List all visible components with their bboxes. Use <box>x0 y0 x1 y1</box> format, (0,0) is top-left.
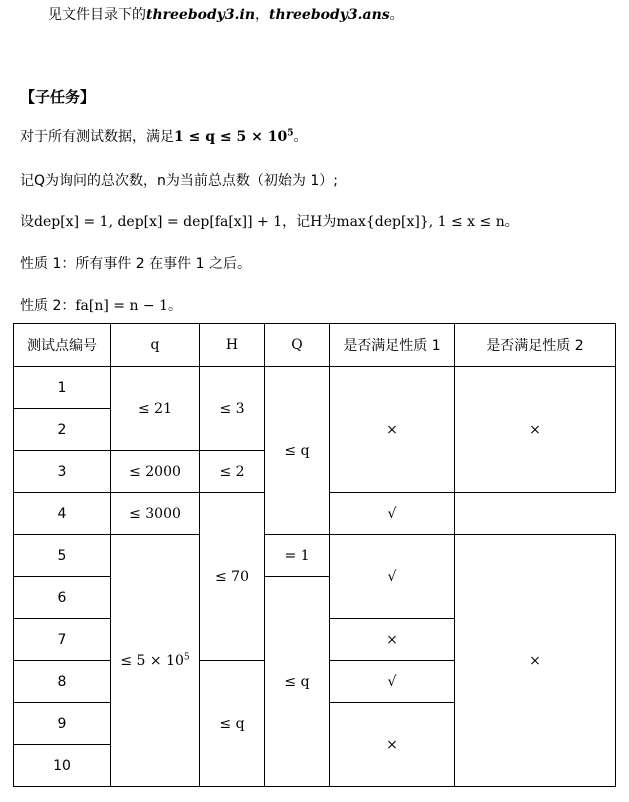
definition-dep-line <box>20 211 519 231</box>
input-file-name: threebody3.in <box>146 7 255 23</box>
file-reference-suffix: 。 <box>389 7 404 23</box>
file-separator: ， <box>255 7 269 23</box>
constraints-formula: 1 ≤ q ≤ 5 × 10 <box>174 129 288 145</box>
h-cell: ≤ 2 <box>200 451 265 493</box>
definition-dep-d: 。 <box>504 214 519 230</box>
definition-dep-a: 设 <box>20 214 34 230</box>
test-id-cell: 10 <box>14 745 111 787</box>
property-2-line <box>20 295 182 315</box>
q-cell: ≤ 21 <box>111 367 200 451</box>
property-2-formula: fa[n] = n − 1 <box>75 298 169 314</box>
constraints-prefix: 对于所有测试数据，满足 <box>20 129 174 145</box>
file-reference-line <box>48 4 404 24</box>
property-1-cell: × <box>330 619 455 661</box>
test-id-cell: 4 <box>14 493 111 535</box>
definition-dep-b: ，记 <box>282 214 311 230</box>
q-cell <box>111 535 200 787</box>
big-q-cell: ≤ q <box>265 367 330 535</box>
definition-q-b: 为询问的总次数， <box>45 173 158 189</box>
property-1-line: 性质 1：所有事件 2 在事件 1 之后。 <box>20 256 251 272</box>
definition-q-a: 记 <box>20 173 34 189</box>
property-2-prefix: 性质 2： <box>20 298 76 314</box>
h-symbol: H <box>310 214 323 230</box>
h-cell: ≤ q <box>200 661 265 787</box>
test-id-cell: 5 <box>14 535 111 577</box>
definition-q-c: 为当前总点数（初始为 1）; <box>165 173 338 189</box>
table-row <box>14 367 616 409</box>
property-2-cell: × <box>455 535 616 787</box>
header-h: H <box>200 324 265 367</box>
header-test-id: 测试点编号 <box>14 324 111 367</box>
q-cell: ≤ 2000 <box>111 451 200 493</box>
q-large-base: ≤ 5 × 10 <box>120 652 184 669</box>
q-large-exponent: 5 <box>183 651 190 662</box>
test-id-cell: 6 <box>14 577 111 619</box>
subtask-table <box>13 323 616 787</box>
table-header-row <box>14 324 616 367</box>
definition-dep-c: 为 <box>322 214 337 230</box>
header-q: q <box>111 324 200 367</box>
test-id-cell: 8 <box>14 661 111 703</box>
h-cell: ≤ 70 <box>200 493 265 661</box>
property-1-cell: √ <box>330 535 455 619</box>
answer-file-name: threebody3.ans <box>269 7 390 23</box>
property-2-cell: × <box>455 367 616 493</box>
definition-q-symbol: Q <box>34 173 46 189</box>
test-id-cell: 2 <box>14 409 111 451</box>
big-q-cell: = 1 <box>265 535 330 577</box>
subtask-heading: 【子任务】 <box>20 88 96 106</box>
dep-formula: dep[x] = 1, dep[x] = dep[fa[x]] + 1 <box>34 214 283 230</box>
test-id-cell: 7 <box>14 619 111 661</box>
h-formula: max{dep[x]}, 1 ≤ x ≤ n <box>336 214 505 230</box>
constraints-exponent: 5 <box>287 128 294 139</box>
test-id-cell: 3 <box>14 451 111 493</box>
h-cell: ≤ 3 <box>200 367 265 451</box>
big-q-cell: ≤ q <box>265 577 330 787</box>
property-2-cell: √ <box>330 493 455 535</box>
q-cell: ≤ 3000 <box>111 493 200 535</box>
table-row <box>14 535 616 577</box>
test-id-cell: 9 <box>14 703 111 745</box>
constraints-suffix: 。 <box>293 129 308 145</box>
file-reference-prefix: 见文件目录下的 <box>48 7 146 23</box>
property-1-cell: √ <box>330 661 455 703</box>
header-property-2: 是否满足性质 2 <box>455 324 616 367</box>
definition-q-line <box>20 170 338 190</box>
header-property-1: 是否满足性质 1 <box>330 324 455 367</box>
property-1-cell: × <box>330 703 455 787</box>
property-2-suffix: 。 <box>168 298 183 314</box>
constraints-line <box>20 126 307 146</box>
definition-n-symbol: n <box>157 173 166 189</box>
property-1-cell: × <box>330 367 455 493</box>
header-big-q: Q <box>265 324 330 367</box>
test-id-cell: 1 <box>14 367 111 409</box>
